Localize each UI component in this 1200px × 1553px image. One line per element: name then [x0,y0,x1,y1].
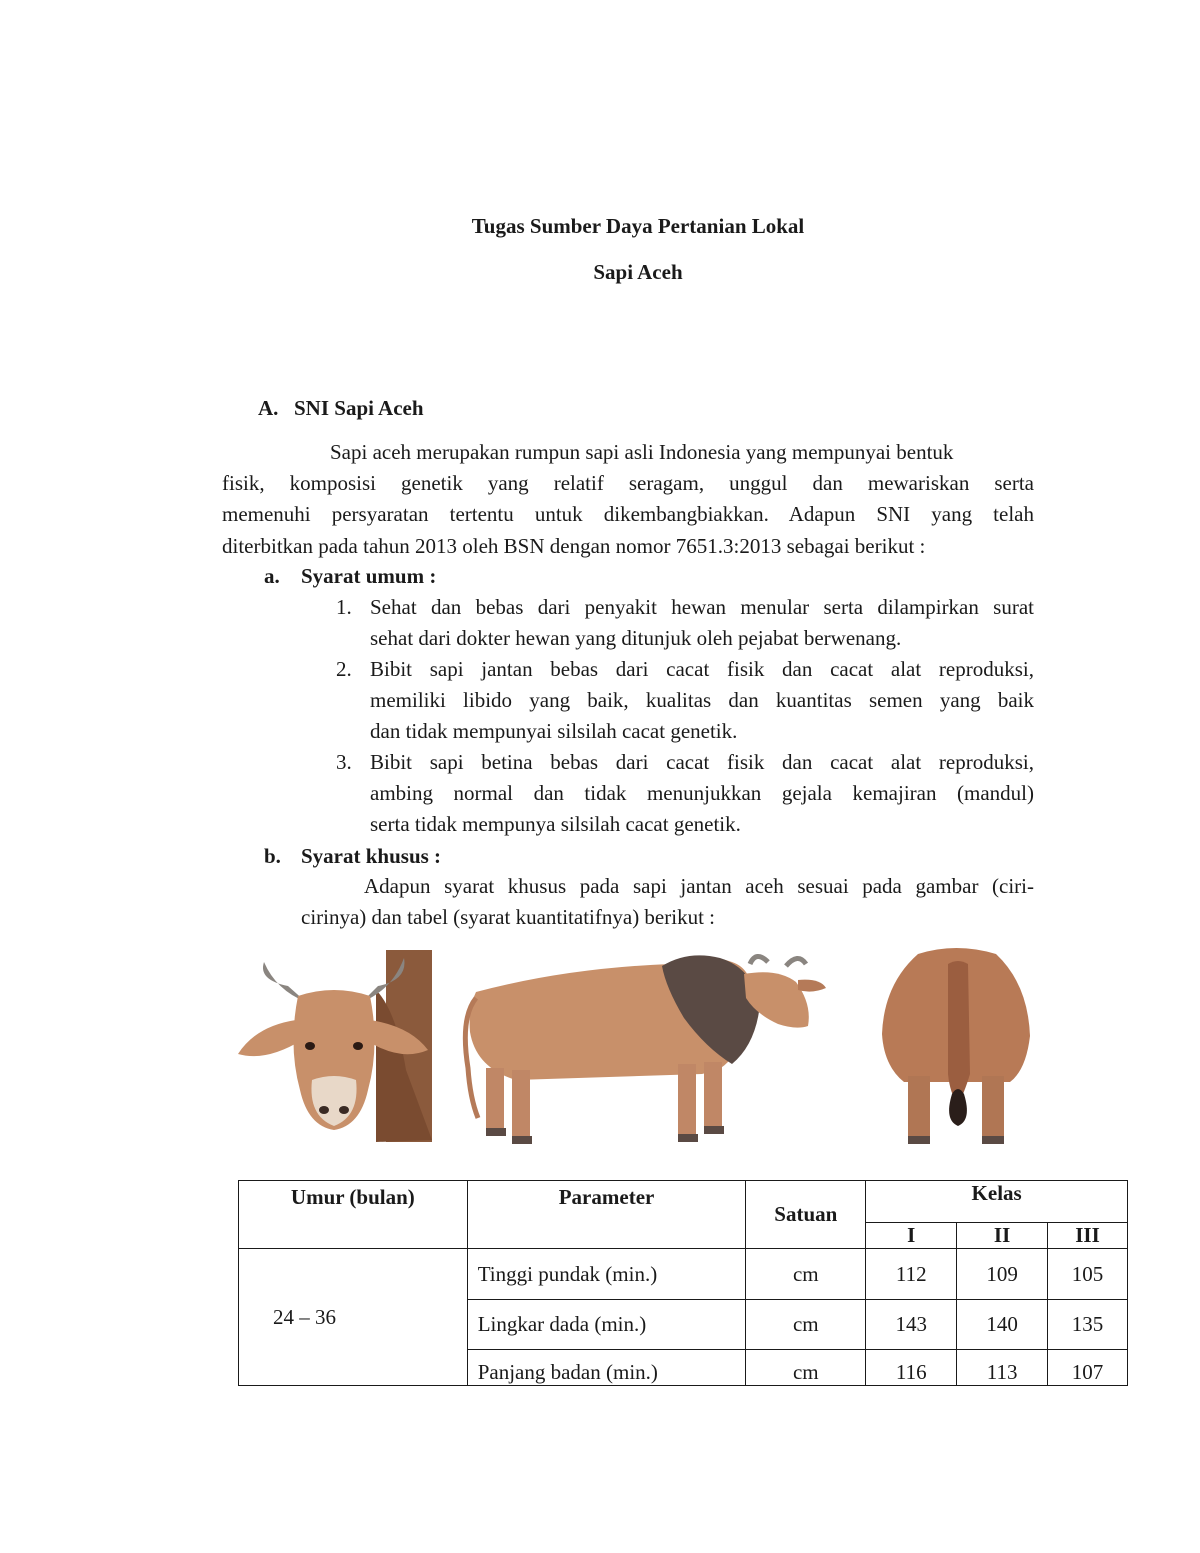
paragraph-line-1: Sapi aceh merupakan rumpun sapi asli Indonesia yang mempunyai bentuk [330,440,954,464]
kelas-iii-cell: 105 [1048,1249,1128,1300]
header-kelas-i: I [866,1223,957,1249]
kelas-iii-cell: 135 [1048,1300,1128,1350]
kelas-ii-cell: 113 [957,1350,1048,1386]
header-satuan: Satuan [746,1181,866,1249]
syarat-umum-heading: Syarat umum : [301,564,437,588]
section-a-label: A. [258,396,279,420]
list-item-line: serta tidak mempunya silsilah cacat genetik. [370,812,741,836]
list-item-line: memiliki libido yang baik, kualitas dan kuantitas semen yang baik [370,688,1034,712]
kelas-i-cell: 116 [866,1350,957,1386]
list-item-line: dan tidak mempunyai silsilah cacat genetik. [370,719,738,743]
paragraph-line-2: fisik, komposisi genetik yang relatif seragam, unggul dan mewariskan serta [222,471,1034,495]
list-item-number: 1. [336,595,352,619]
list-item-line: Bibit sapi jantan bebas dari cacat fisik dan cacat alat reproduksi, [370,657,1034,681]
syarat-khusus-label: b. [264,844,281,868]
cattle-side-photo [456,948,828,1146]
list-item-number: 2. [336,657,352,681]
sni-table [238,1180,1128,1386]
header-umur: Umur (bulan) [239,1181,468,1249]
khusus-line-2: cirinya) dan tabel (syarat kuantitatifnya) berikut : [301,905,716,929]
list-item-line: Sehat dan bebas dari penyakit hewan menular serta dilampirkan surat [370,595,1034,619]
khusus-line-1: Adapun syarat khusus pada sapi jantan aceh sesuai pada gambar (ciri- [364,874,1034,898]
list-item-line: sehat dari dokter hewan yang ditunjuk oleh pejabat berwenang. [370,626,902,650]
parameter-cell: Panjang badan (min.) [467,1350,746,1386]
umur-cell: 24 – 36 [239,1249,468,1386]
parameter-cell: Lingkar dada (min.) [467,1300,746,1350]
parameter-cell: Tinggi pundak (min.) [467,1249,746,1300]
list-item-line: ambing normal dan tidak menunjukkan gejala kemajiran (mandul) [370,781,1034,805]
satuan-cell: cm [746,1350,866,1386]
kelas-i-cell: 112 [866,1249,957,1300]
paragraph-line-4: diterbitkan pada tahun 2013 oleh BSN dengan nomor 7651.3:2013 sebagai berikut : [222,534,926,558]
header-parameter: Parameter [467,1181,746,1249]
paragraph-line-3: memenuhi persyaratan tertentu untuk dikembangbiakkan. Adapun SNI yang telah [222,502,1034,526]
cattle-head-photo [236,950,432,1142]
list-item-number: 3. [336,750,352,774]
page-title: Tugas Sumber Daya Pertanian Lokal [471,214,805,238]
page-subtitle: Sapi Aceh [593,260,683,284]
list-item-line: Bibit sapi betina bebas dari cacat fisik dan cacat alat reproduksi, [370,750,1034,774]
kelas-ii-cell: 109 [957,1249,1048,1300]
cattle-rear-photo [878,944,1034,1150]
section-a-heading: SNI Sapi Aceh [294,396,424,420]
syarat-khusus-heading: Syarat khusus : [301,844,442,868]
kelas-iii-cell: 107 [1048,1350,1128,1386]
header-kelas: Kelas [866,1181,1128,1223]
satuan-cell: cm [746,1249,866,1300]
kelas-i-cell: 143 [866,1300,957,1350]
kelas-ii-cell: 140 [957,1300,1048,1350]
header-kelas-iii: III [1048,1223,1128,1249]
syarat-umum-label: a. [264,564,280,588]
satuan-cell: cm [746,1300,866,1350]
header-kelas-ii: II [957,1223,1048,1249]
table-row [239,1249,1128,1300]
